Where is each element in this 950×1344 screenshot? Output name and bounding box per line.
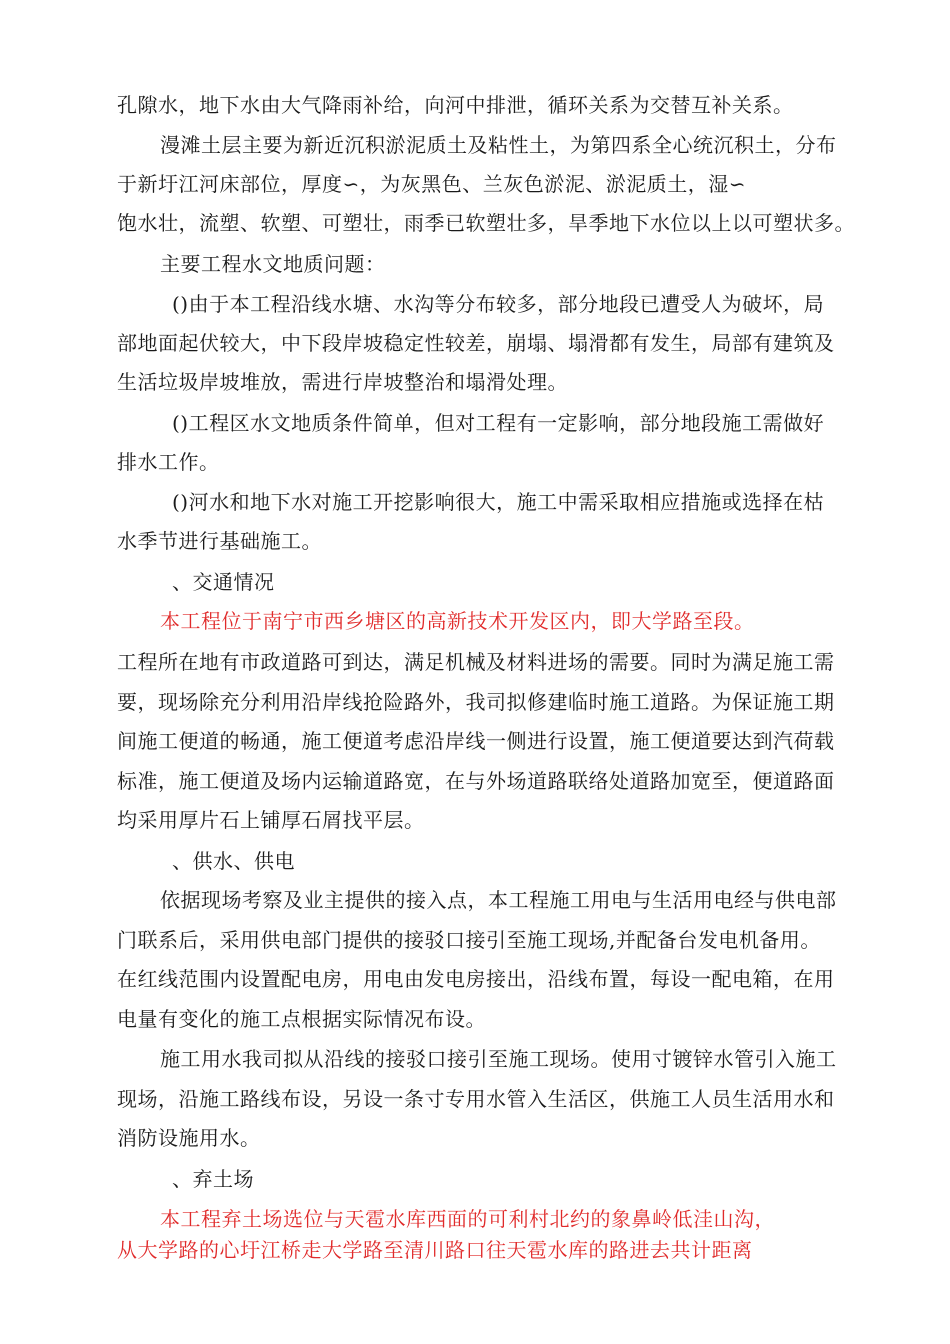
text-line: 要，现场除充分利用沿岸线抢险路外，我司拟修建临时施工道路。为保证施工期 bbox=[117, 690, 835, 714]
text-line: 现场，沿施工路线布设，另设一条寸专用水管入生活区，供施工人员生活用水和 bbox=[117, 1087, 835, 1111]
highlighted-line: 从大学路的心圩江桥走大学路至清川路口往天雹水库的路进去共计距离 bbox=[117, 1238, 753, 1262]
text-line: 间施工便道的畅通，施工便道考虑沿岸线一侧进行设置，施工便道要达到汽荷载 bbox=[117, 729, 835, 753]
text-line: 电量有变化的施工点根据实际情况布设。 bbox=[117, 1007, 486, 1031]
paragraph-start-line: 漫滩土层主要为新近沉积淤泥质土及粘性土，为第四系全心统沉积土，分布 bbox=[160, 133, 837, 157]
text-line: 孔隙水，地下水由大气降雨补给，向河中排泄，循环关系为交替互补关系。 bbox=[117, 93, 794, 117]
highlighted-line: 本工程位于南宁市西乡塘区的高新技术开发区内，即大学路至段。 bbox=[160, 609, 755, 633]
text-line: 工程所在地有市政道路可到达，满足机械及材料进场的需要。同时为满足施工需 bbox=[117, 650, 835, 674]
list-item-start-line: ()工程区水文地质条件简单，但对工程有一定影响，部分地段施工需做好 bbox=[172, 411, 825, 435]
section-heading: 、供水、供电 bbox=[172, 849, 295, 873]
list-item-start-line: ()河水和地下水对施工开挖影响很大，施工中需采取相应措施或选择在枯 bbox=[172, 490, 825, 514]
text-line: 部地面起伏较大，中下段岸坡稳定性较差，崩塌、塌滑都有发生，局部有建筑及 bbox=[117, 331, 835, 355]
list-item-start-line: ()由于本工程沿线水塘、水沟等分布较多，部分地段已遭受人为破坏，局 bbox=[172, 292, 825, 316]
text-line: 标准，施工便道及场内运输道路宽，在与外场道路联络处道路加宽至，便道路面 bbox=[117, 769, 835, 793]
text-line: 门联系后，采用供电部门提供的接驳口接引至施工现场,并配备台发电机备用。 bbox=[117, 928, 821, 952]
section-heading: 、弃土场 bbox=[172, 1167, 254, 1191]
text-line: 生活垃圾岸坡堆放，需进行岸坡整治和塌滑处理。 bbox=[117, 370, 568, 394]
paragraph-start-line: 依据现场考察及业主提供的接入点，本工程施工用电与生活用电经与供电部 bbox=[160, 888, 837, 912]
text-line: 均采用厚片石上铺厚石屑找平层。 bbox=[117, 808, 425, 832]
highlighted-line: 本工程弃土场选位与天雹水库西面的可利村北约的象鼻岭低洼山沟， bbox=[160, 1207, 775, 1231]
paragraph-start-line: 施工用水我司拟从沿线的接驳口接引至施工现场。使用寸镀锌水管引入施工 bbox=[160, 1047, 837, 1071]
section-heading: 、交通情况 bbox=[172, 570, 275, 594]
text-line: 排水工作。 bbox=[117, 450, 220, 474]
text-line: 于新圩江河床部位，厚度∽，为灰黑色、兰灰色淤泥、淤泥质土，湿∽ bbox=[117, 172, 747, 196]
text-line: 水季节进行基础施工。 bbox=[117, 529, 322, 553]
text-line: 消防设施用水。 bbox=[117, 1126, 261, 1150]
text-line: 饱水壮，流塑、软塑、可塑壮，雨季已软塑壮多，旱季地下水位以上以可塑状多。 bbox=[117, 211, 855, 235]
section-heading: 主要工程水文地质问题： bbox=[160, 252, 386, 276]
text-line: 在红线范围内设置配电房，用电由发电房接出，沿线布置，每设一配电箱，在用 bbox=[117, 967, 835, 991]
